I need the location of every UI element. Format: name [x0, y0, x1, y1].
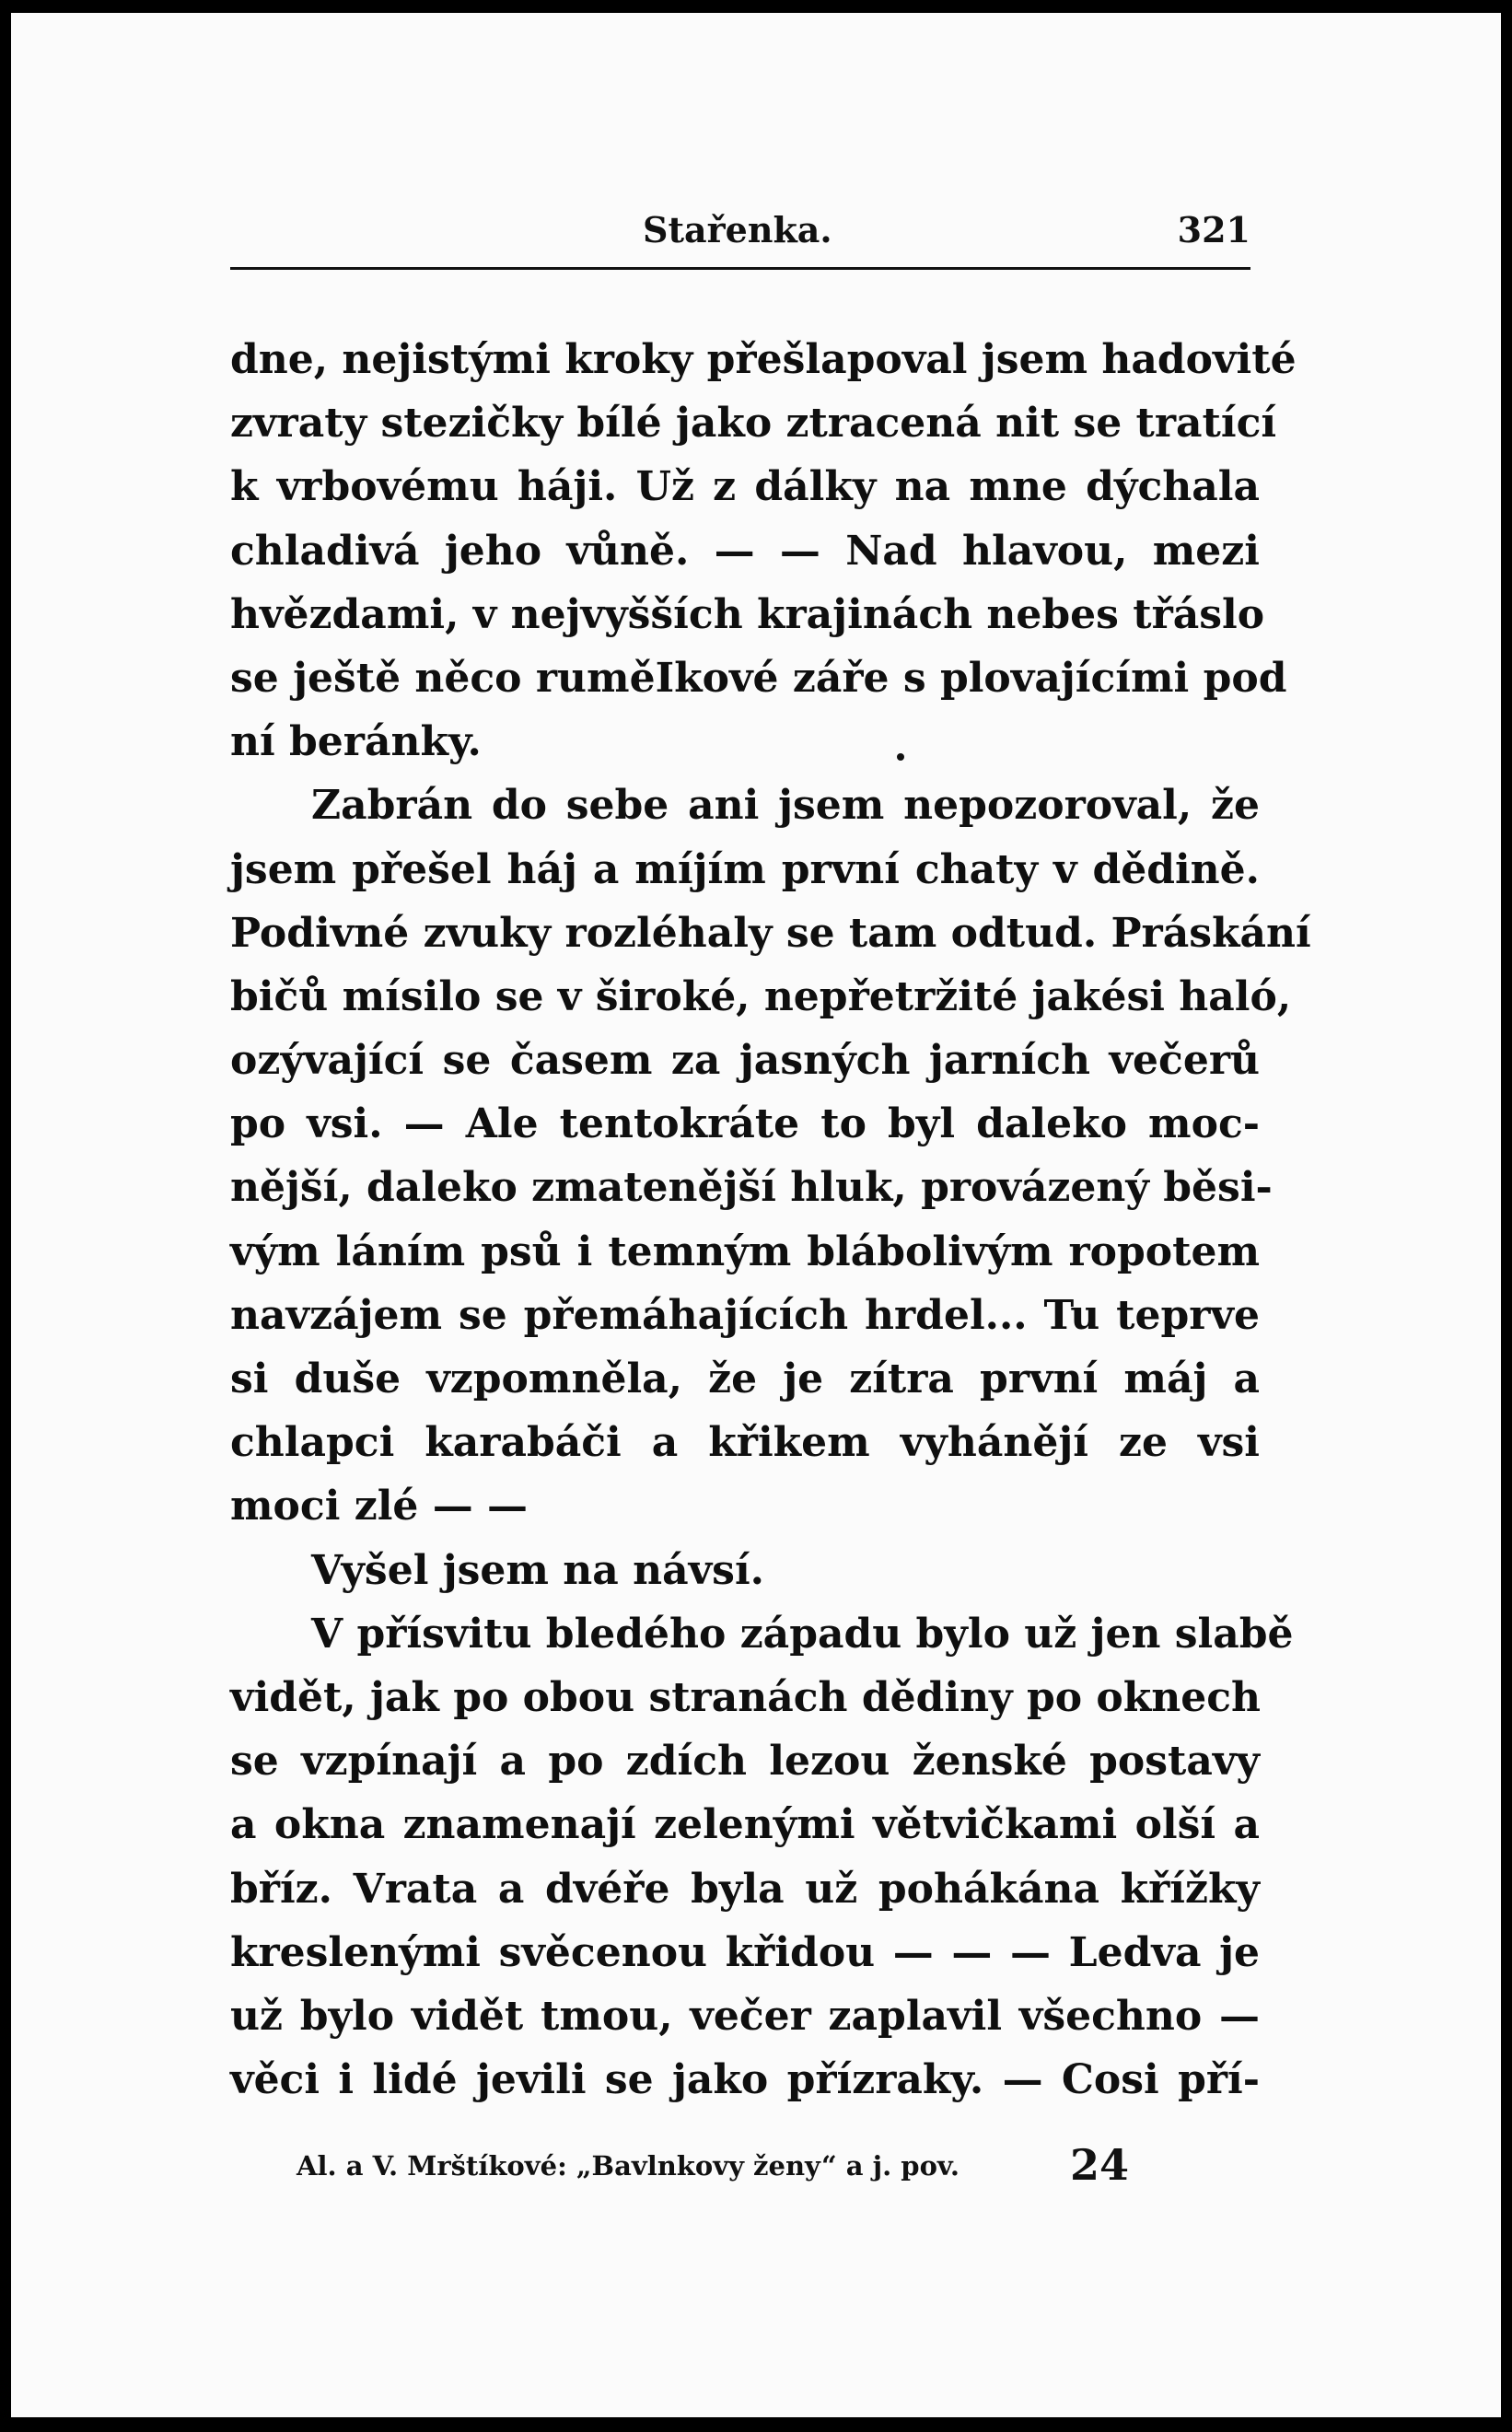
text-line: moci zlé — — [230, 1483, 529, 1530]
text-line: chladivá jeho vůně. — — Nad hlavou, mezi [230, 527, 1260, 575]
text-line: Podivné zvuky rozléhaly se tam odtud. Práskání [230, 909, 1311, 957]
paragraph-start-line: Vyšel jsem na návsí. [311, 1546, 764, 1594]
text-line: hvězdami, v nejvyšších krajinách nebes třáslo [230, 590, 1265, 638]
running-title: Stařenka. [643, 209, 832, 250]
text-line: jsem přešel háj a míjím první chaty v dědině. [230, 845, 1260, 893]
page-number: 321 [1177, 209, 1250, 250]
running-header [230, 204, 1250, 256]
text-line: nější, daleko zmatenější hluk, provázený běsi- [230, 1164, 1273, 1212]
text-line: vým láním psů i temným blábolivým ropotem [230, 1228, 1260, 1275]
body-text [230, 328, 1311, 2112]
text-line: a okna znamenají zelenými větvičkami olší a [230, 1801, 1260, 1849]
text-line: zvraty stezičky bílé jako ztracená nit se tratící [230, 400, 1277, 448]
text-line: věci i lidé jevili se jako přízraky. — Cosi pří- [230, 2056, 1260, 2104]
text-line: po vsi. — Ale tentokráte to byl daleko moc- [230, 1100, 1260, 1148]
text-line: bříz. Vrata a dvéře byla už pohákána křížky [230, 1865, 1260, 1913]
paragraph-start-line: Zabrán do sebe ani jsem nepozoroval, že [311, 782, 1260, 830]
text-line: dne, nejistými kroky přešlapoval jsem hadovité [230, 336, 1297, 383]
text-line: k vrbovému háji. Už z dálky na mne dýchala [230, 463, 1260, 511]
text-line: se vzpínají a po zdích lezou ženské postavy [230, 1738, 1260, 1786]
text-line: chlapci karabáči a křikem vyhánějí ze vsi [230, 1419, 1260, 1467]
text-line: kreslenými svěcenou křidou — — — Ledva je [230, 1928, 1260, 1976]
footer-signature: Al. a V. Mrštíkové: „Bavlnkovy ženy“ a j. pov. [297, 2150, 960, 2182]
text-line: navzájem se přemáhajících hrdel... Tu teprve [230, 1291, 1260, 1339]
text-line: ní beránky. [230, 718, 482, 766]
text-line: se ještě něco ruměIkové záře s plovajícími pod [230, 654, 1287, 702]
text-line: vidět, jak po obou stranách dědiny po oknech [230, 1673, 1261, 1721]
stray-dot-mark [897, 753, 904, 761]
text-line: si duše vzpomněla, že je zítra první máj a [230, 1356, 1260, 1402]
header-rule [230, 267, 1250, 270]
text-line: bičů mísilo se v široké, nepřetržité jakési haló, [230, 972, 1292, 1020]
paragraph-start-line: V přísvitu bledého západu bylo už jen slabě [311, 1610, 1294, 1658]
text-line: už bylo vidět tmou, večer zaplavil všechno — [230, 1992, 1260, 2040]
text-line: ozývající se časem za jasných jarních večerů [230, 1037, 1260, 1085]
sheet-number: 24 [1070, 2140, 1130, 2190]
